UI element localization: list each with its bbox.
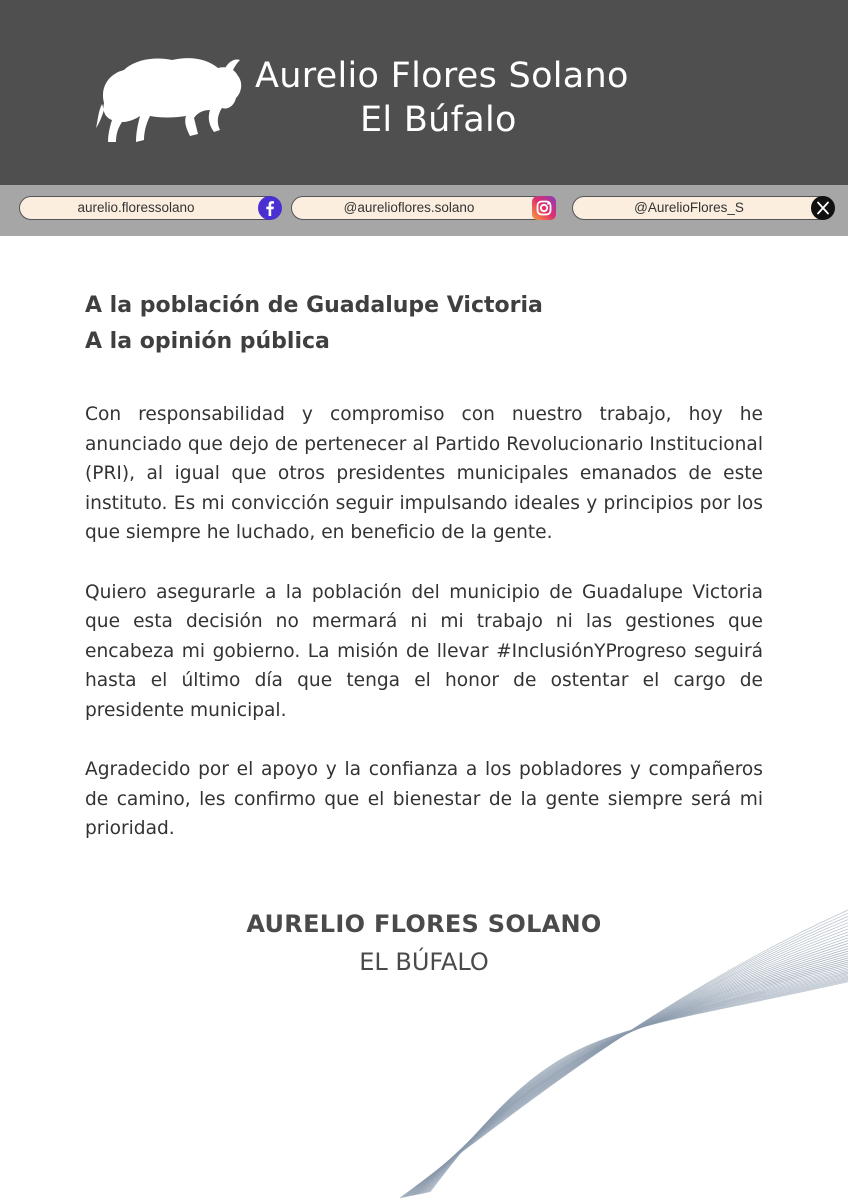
x-handle: @AurelioFlores_S	[634, 200, 744, 215]
wave-line	[418, 964, 848, 1194]
wave-line	[429, 981, 848, 1193]
letter-body	[85, 400, 763, 844]
social-bar	[0, 185, 848, 236]
x-icon	[810, 195, 836, 221]
wave-line	[430, 982, 848, 1192]
signature-name: AURELIO FLORES SOLANO	[246, 910, 602, 938]
wave-line	[425, 975, 848, 1193]
letter	[85, 288, 763, 844]
header-banner	[0, 0, 848, 185]
wave-line	[419, 966, 848, 1194]
header-title	[255, 54, 705, 142]
wave-line	[425, 976, 848, 1193]
wave-line	[428, 980, 848, 1193]
wave-line	[423, 972, 848, 1193]
signature-nickname: EL BÚFALO	[359, 948, 489, 976]
wave-line	[426, 977, 848, 1192]
bison-icon	[94, 48, 244, 148]
facebook-icon	[257, 195, 283, 221]
instagram-handle: @aurelioflores.solano	[343, 200, 475, 215]
wave-line	[411, 946, 848, 1196]
facebook-link[interactable]	[19, 196, 281, 220]
paragraph-1: Con responsabilidad y compromiso con nuestro trabajo, hoy he anunciado que dejo de pertenecer al Partido Revolucionario Institucional (PRI), al igual que otros presidentes municipales emanados de este instituto. Es mi convicción seguir impulsando ideales y principios por los que siempre he luchado, en beneficio de la gente.	[85, 404, 763, 543]
wave-line	[420, 968, 848, 1194]
wave-line	[417, 962, 848, 1194]
wave-line	[427, 978, 848, 1192]
wave-line	[421, 969, 848, 1194]
wave-line	[422, 971, 848, 1194]
paragraph-3: Agradecido por el apoyo y la confianza a los pobladores y compañeros de camino, les confirmo que el bienestar de la gente siempre será mi prioridad.	[85, 759, 763, 839]
paragraph-2: Quiero asegurarle a la población del municipio de Guadalupe Victoria que esta decisión no mermará ni mi trabajo ni las gestiones que encabeza mi gobierno. La misión de llevar #InclusiónYProgreso seguirá hasta el último día que tenga el honor de ostentar el cargo de presidente municipal.	[85, 581, 763, 721]
wave-line	[424, 974, 848, 1194]
header-nickname: El Búfalo	[360, 100, 517, 140]
header-name: Aurelio Flores Solano	[255, 56, 629, 96]
signature	[0, 906, 848, 982]
salutation-public: A la opinión pública	[85, 329, 330, 354]
x-link[interactable]	[572, 196, 834, 220]
facebook-handle: aurelio.floressolano	[77, 200, 195, 215]
instagram-link[interactable]	[291, 196, 555, 220]
wave-line	[416, 960, 848, 1195]
salutation-population: A la población de Guadalupe Victoria	[85, 293, 543, 318]
instagram-icon	[531, 195, 557, 221]
